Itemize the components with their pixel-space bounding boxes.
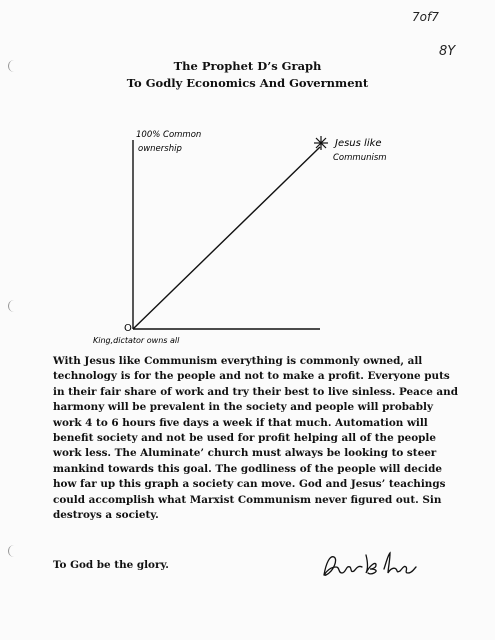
title-line-2: To Godly Economics And Government [126,76,369,90]
end-label-line-1: Jesus like [335,138,382,149]
origin-label: King,dictator owns all [93,336,180,345]
page-number: 7of7 [412,10,439,24]
closing-line: To God be the glory. [53,559,169,571]
title-line-1: The Prophet D’s Graph [173,59,322,73]
top-label-line-1: 100% Common [136,130,202,140]
corner-number: 8Y [439,44,456,59]
diagonal-line [133,147,320,329]
end-label-line-2: Communism [333,153,387,163]
signature [318,545,418,585]
origin-marker: O [124,323,132,334]
top-label-line-2: ownership [138,144,182,154]
body-paragraph: With Jesus like Communism everything is commonly owned, all technology is for the people and not to make a profit. Everyone puts in their fair share of work and try their best to live sinless. Peace and harmony will be prevalent in the society and people will probably work 4 to 6 hours five days a week if that much. Automation will benefit society and not be used for profit helping all of the people work less. The Aluminate’ church must always be looking to steer mankind towards this goal. The godliness of the people will decide how far up this graph a society can move. God and Jesus’ teachings could accomplish what Marxist Communism never figured out. Sin destroys a society. [53,355,458,522]
asterisk-icon [314,136,328,150]
